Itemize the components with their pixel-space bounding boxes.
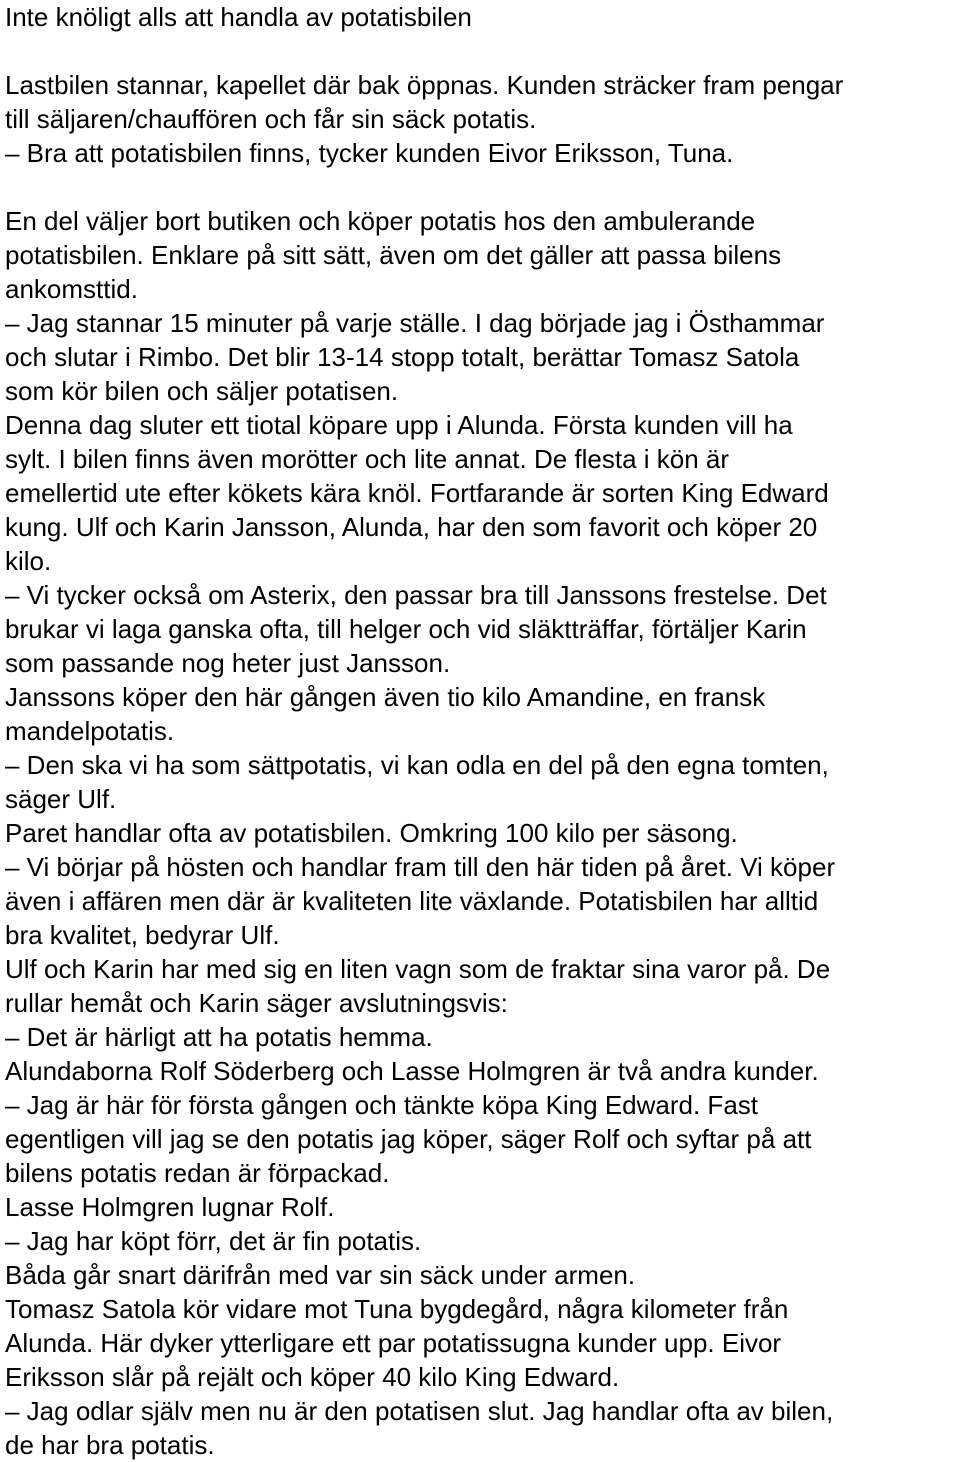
text-line: kilo. [5, 546, 52, 576]
text-line: kung. Ulf och Karin Jansson, Alunda, har den som favorit och köper 20 [5, 512, 818, 542]
text-line: Lasse Holmgren lugnar Rolf. [5, 1192, 335, 1222]
text-line: och slutar i Rimbo. Det blir 13-14 stopp totalt, berättar Tomasz Satola [5, 342, 800, 372]
text-line: Paret handlar ofta av potatisbilen. Omkring 100 kilo per säsong. [5, 818, 738, 848]
article-title: Inte knöligt alls att handla av potatisbilen [5, 2, 472, 32]
blank-line [5, 34, 952, 68]
text-line: bra kvalitet, bedyrar Ulf. [5, 920, 280, 950]
text-line: – Vi börjar på hösten och handlar fram till den här tiden på året. Vi köper [5, 852, 836, 882]
text-line: – Bra att potatisbilen finns, tycker kunden Eivor Eriksson, Tuna. [5, 138, 734, 168]
text-line: potatisbilen. Enklare på sitt sätt, även om det gäller att passa bilens [5, 240, 782, 270]
text-line: som kör bilen och säljer potatisen. [5, 376, 399, 406]
text-line: – Jag har köpt förr, det är fin potatis. [5, 1226, 422, 1256]
text-line: Ulf och Karin har med sig en liten vagn som de fraktar sina varor på. De [5, 954, 831, 984]
text-line: de har bra potatis. [5, 1430, 215, 1460]
text-line: Tomasz Satola kör vidare mot Tuna bygdegård, några kilometer från [5, 1294, 789, 1324]
text-line: som passande nog heter just Jansson. [5, 648, 451, 678]
text-line: – Vi tycker också om Asterix, den passar bra till Janssons frestelse. Det [5, 580, 827, 610]
text-line: – Jag stannar 15 minuter på varje ställe. I dag började jag i Östhammar [5, 308, 825, 338]
text-line: Janssons köper den här gången även tio kilo Amandine, en fransk [5, 682, 766, 712]
text-line: Eriksson slår på rejält och köper 40 kilo King Edward. [5, 1362, 620, 1392]
text-line: till säljaren/chauffören och får sin säck potatis. [5, 104, 537, 134]
text-line: – Den ska vi ha som sättpotatis, vi kan odla en del på den egna tomten, [5, 750, 829, 780]
text-line: egentligen vill jag se den potatis jag köper, säger Rolf och syftar på att [5, 1124, 812, 1154]
blank-line [5, 170, 952, 204]
text-line: Alundaborna Rolf Söderberg och Lasse Holmgren är två andra kunder. [5, 1056, 819, 1086]
text-line: rullar hemåt och Karin säger avslutningsvis: [5, 988, 508, 1018]
text-line: – Jag är här för första gången och tänkte köpa King Edward. Fast [5, 1090, 758, 1120]
text-line: Båda går snart därifrån med var sin säck under armen. [5, 1260, 636, 1290]
text-line: mandelpotatis. [5, 716, 175, 746]
text-line: bilens potatis redan är förpackad. [5, 1158, 390, 1188]
text-line: – Det är härligt att ha potatis hemma. [5, 1022, 433, 1052]
text-line: även i affären men där är kvaliteten lite växlande. Potatisbilen har alltid [5, 886, 819, 916]
text-line: En del väljer bort butiken och köper potatis hos den ambulerande [5, 206, 756, 236]
text-line: brukar vi laga ganska ofta, till helger och vid släktträffar, förtäljer Karin [5, 614, 807, 644]
text-line: säger Ulf. [5, 784, 117, 814]
text-line: ankomsttid. [5, 274, 138, 304]
paragraph-body [5, 204, 952, 1462]
text-line: Lastbilen stannar, kapellet där bak öppnas. Kunden sträcker fram pengar [5, 70, 844, 100]
text-line: – Jag odlar själv men nu är den potatisen slut. Jag handlar ofta av bilen, [5, 1396, 834, 1426]
text-line: Alunda. Här dyker ytterligare ett par potatissugna kunder upp. Eivor [5, 1328, 782, 1358]
paragraph-intro [5, 68, 952, 170]
text-line: emellertid ute efter kökets kära knöl. Fortfarande är sorten King Edward [5, 478, 829, 508]
text-line: Denna dag sluter ett tiotal köpare upp i Alunda. Första kunden vill ha [5, 410, 793, 440]
text-line: sylt. I bilen finns även morötter och lite annat. De flesta i kön är [5, 444, 730, 474]
